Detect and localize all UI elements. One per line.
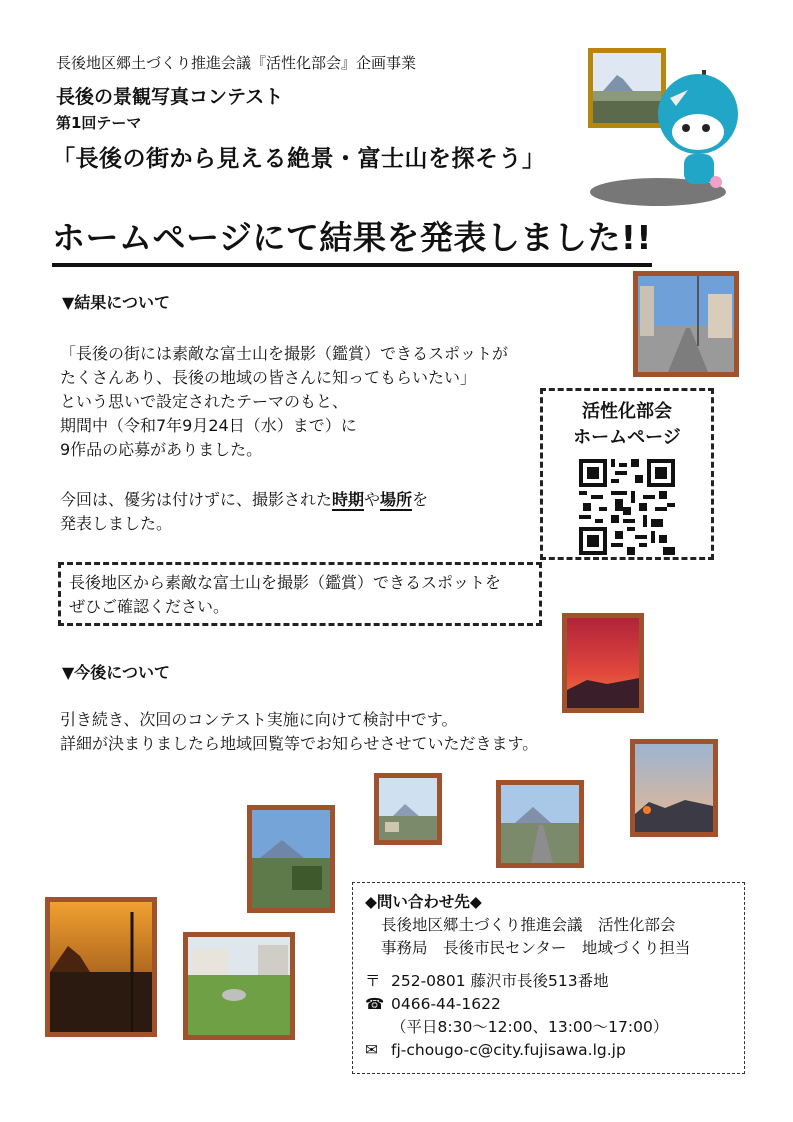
results-line: 9作品の応募がありました。 <box>60 440 263 459</box>
note-mid: や <box>364 490 381 509</box>
photo-dusk-fuji <box>630 739 718 837</box>
photo-fuji-blue <box>247 805 335 913</box>
future-line: 詳細が決まりましたら地域回覧等でお知らせさせていただきます。 <box>60 734 539 753</box>
contact-phone[interactable]: 0466-44-1622 <box>391 995 501 1013</box>
results-line: たくさんあり、長後の地域の皆さんに知ってもらいたい」 <box>60 368 477 387</box>
note-line2: 発表しました。 <box>60 514 173 533</box>
box-line: ぜひご確認ください。 <box>69 597 230 616</box>
box-line: 長後地区から素敵な富士山を撮影（鑑賞）できるスポットを <box>69 573 502 592</box>
photo-street <box>633 271 739 377</box>
note-pre: 今回は、優劣は付けずに、撮影された <box>60 490 333 509</box>
qr-code-image[interactable] <box>579 459 675 555</box>
check-spots-box <box>58 562 542 626</box>
note-bold-time: 時期 <box>332 490 365 509</box>
note-bold-place: 場所 <box>380 490 413 509</box>
note-post: を <box>412 490 429 509</box>
future-body <box>60 708 620 756</box>
qr-title-1: 活性化部会 <box>582 401 672 422</box>
results-line: 期間中（令和7年9月24日（水）まで）に <box>60 416 357 435</box>
contact-heading: ◆問い合わせ先◆ <box>365 893 482 911</box>
results-body <box>60 342 540 462</box>
contest-title: 長後の景観写真コンテスト <box>56 86 284 108</box>
contact-address: 252-0801 藤沢市長後513番地 <box>391 972 609 990</box>
results-line: という思いで設定されたテーマのもと、 <box>60 392 349 411</box>
theme-title: 「長後の街から見える絶景・富士山を探そう」 <box>52 146 546 172</box>
results-line: 「長後の街には素敵な富士山を撮影（鑑賞）できるスポットが <box>60 344 509 363</box>
qr-title-2: ホームページ <box>573 427 681 448</box>
mail-icon: ✉ <box>365 1041 378 1059</box>
results-heading: ▼結果について <box>62 293 170 312</box>
phone-icon: ☎ <box>365 995 385 1013</box>
main-headline: ホームページにて結果を発表しました!! <box>52 212 652 267</box>
photo-park <box>183 932 295 1040</box>
photo-sunset-gold <box>45 897 157 1037</box>
future-heading: ▼今後について <box>62 663 170 682</box>
organizer-text: 長後地区郷土づくり推進会議『活性化部会』企画事業 <box>56 54 417 72</box>
contact-email[interactable]: fj-chougo-c@city.fujisawa.lg.jp <box>391 1041 626 1059</box>
photo-fuji-road <box>496 780 584 868</box>
contact-hours: （平日8:30～12:00、13:00～17:00） <box>391 1018 669 1036</box>
mascot-illustration <box>588 70 738 210</box>
photo-sunset-red <box>562 613 644 713</box>
contact-box <box>352 882 745 1074</box>
photo-fuji-town <box>374 773 442 845</box>
future-line: 引き続き、次回のコンテスト実施に向けて検討中です。 <box>60 710 458 729</box>
results-note <box>60 488 540 536</box>
contact-org: 長後地区郷土づくり推進会議 活性化部会 <box>381 916 676 934</box>
postal-mark-icon: 〒 <box>365 972 381 990</box>
theme-label: 第1回テーマ <box>56 114 142 132</box>
contact-office: 事務局 長後市民センター 地域づくり担当 <box>381 939 691 957</box>
qr-box[interactable] <box>540 388 714 560</box>
